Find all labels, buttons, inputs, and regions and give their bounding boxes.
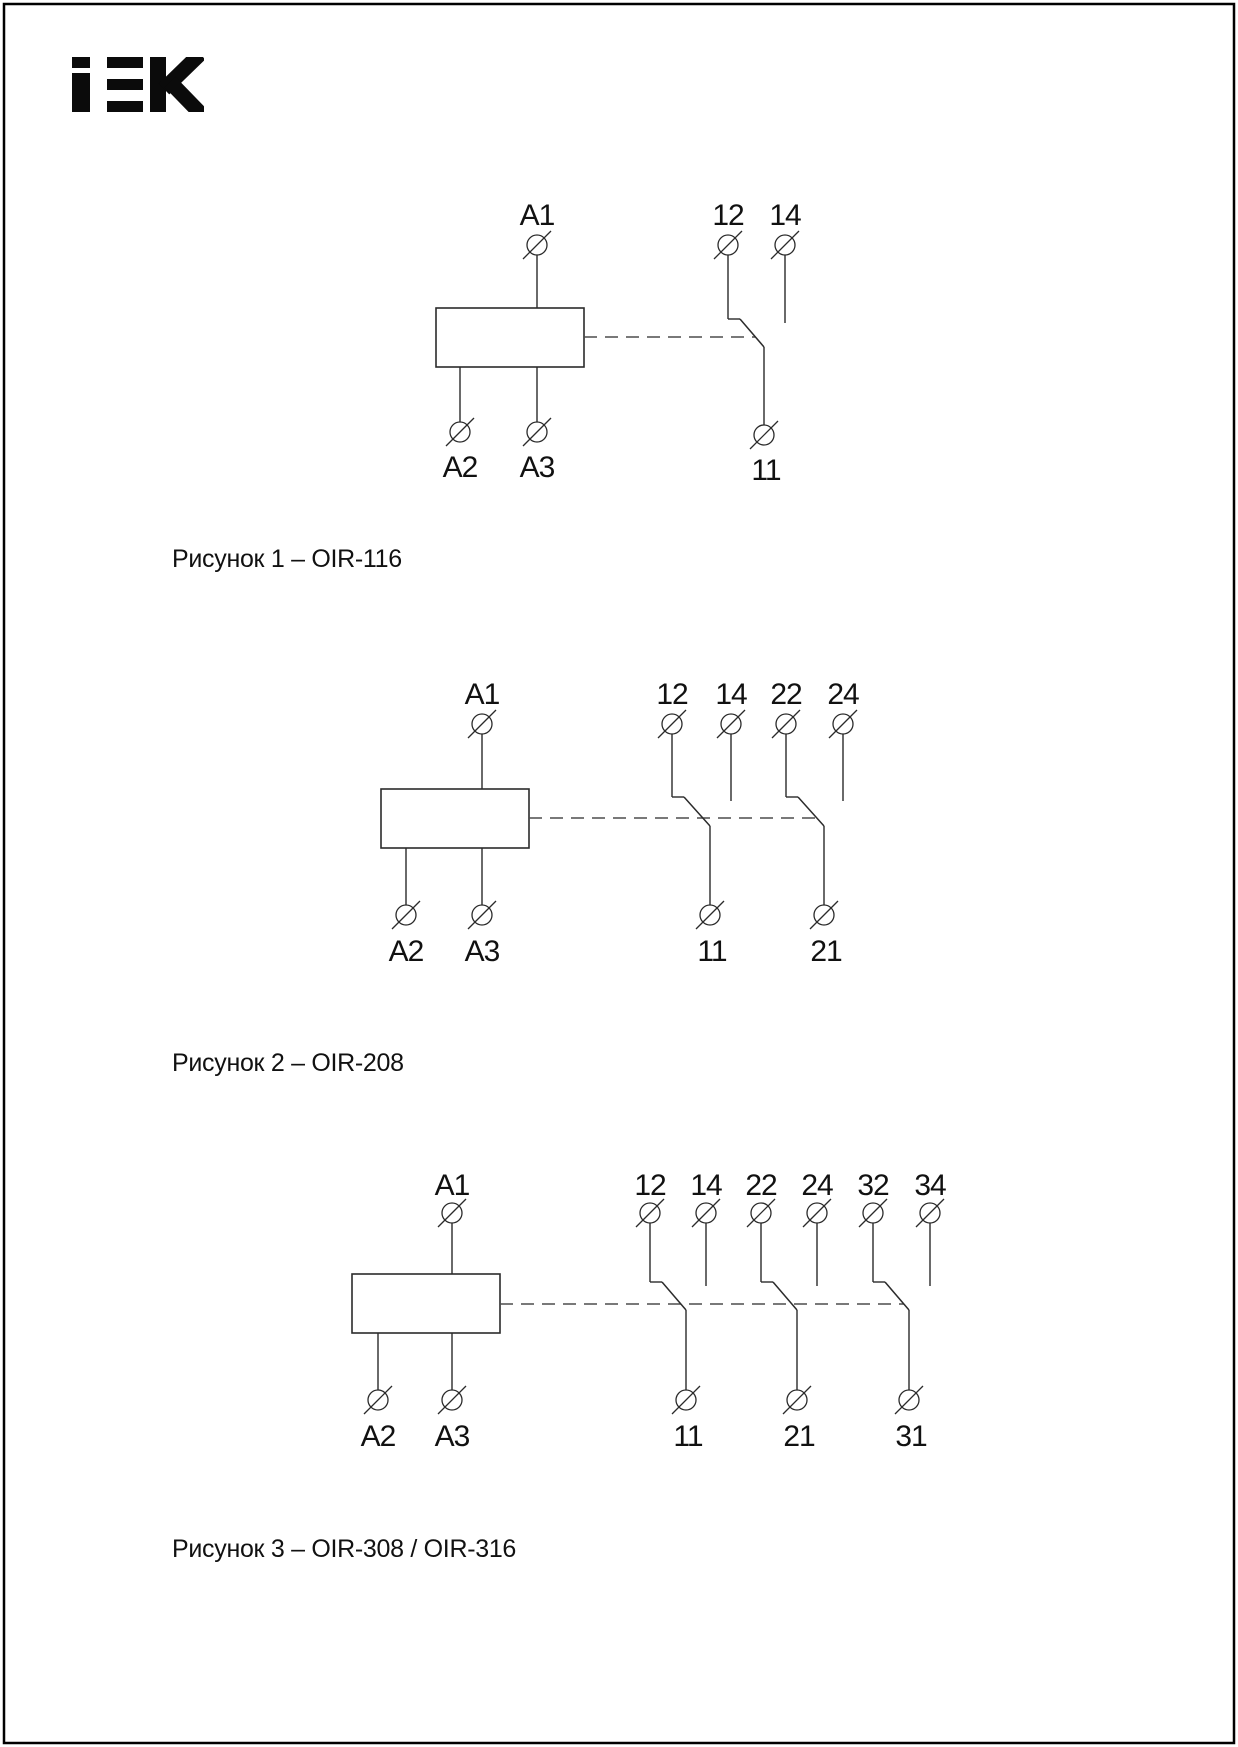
screw-terminal-icon — [523, 231, 551, 259]
terminal-label-nc: 12 — [634, 1169, 666, 1202]
terminal-label-common: 11 — [697, 935, 727, 968]
screw-terminal-icon — [672, 1386, 700, 1414]
terminal-label-no: 24 — [801, 1169, 833, 1202]
terminal-label-a3: A3 — [434, 1420, 470, 1453]
screw-terminal-icon — [916, 1199, 944, 1227]
logo-e-bar-middle — [107, 79, 143, 90]
screw-terminal-icon — [438, 1386, 466, 1414]
diagram-oir-208 — [172, 678, 859, 1077]
screw-terminal-icon — [772, 710, 800, 738]
screw-terminal-icon — [636, 1199, 664, 1227]
screw-terminal-icon — [446, 418, 474, 446]
screw-terminal-icon — [658, 710, 686, 738]
relay-coil-box — [352, 1274, 500, 1333]
changeover-contact-blade — [798, 797, 824, 826]
terminal-label-a2: A2 — [360, 1420, 396, 1453]
logo-k — [150, 54, 202, 115]
terminal-label-a1: A1 — [434, 1169, 470, 1202]
terminal-label-no: 24 — [827, 678, 859, 711]
screw-terminal-icon — [783, 1386, 811, 1414]
changeover-contact-blade — [885, 1282, 909, 1310]
logo-i-stem — [72, 73, 90, 112]
terminal-label-no: 14 — [715, 678, 747, 711]
terminal-label-no: 14 — [769, 199, 801, 232]
diagram-oir-308-316 — [172, 1169, 946, 1563]
terminal-label-a2: A2 — [442, 451, 478, 484]
terminal-label-nc: 22 — [770, 678, 802, 711]
terminal-label-nc: 12 — [656, 678, 688, 711]
screw-terminal-icon — [829, 710, 857, 738]
logo-i-dot — [72, 57, 90, 68]
screw-terminal-icon — [696, 901, 724, 929]
page-border — [4, 4, 1234, 1743]
terminal-label-common: 21 — [810, 935, 842, 968]
terminal-label-a1: A1 — [519, 199, 555, 232]
terminal-label-a3: A3 — [519, 451, 555, 484]
terminal-label-common: 31 — [895, 1420, 927, 1453]
screw-terminal-icon — [392, 901, 420, 929]
figure-caption: Рисунок 1 – OIR-116 — [172, 545, 402, 573]
screw-terminal-icon — [692, 1199, 720, 1227]
changeover-contact-blade — [773, 1282, 797, 1310]
terminal-label-nc: 12 — [712, 199, 744, 232]
logo-e-bar-top — [107, 57, 143, 68]
screw-terminal-icon — [750, 421, 778, 449]
terminal-label-common: 11 — [751, 454, 781, 487]
screw-terminal-icon — [438, 1199, 466, 1227]
relay-coil-box — [436, 308, 584, 367]
terminal-label-common: 11 — [673, 1420, 703, 1453]
screw-terminal-icon — [364, 1386, 392, 1414]
screw-terminal-icon — [810, 901, 838, 929]
screw-terminal-icon — [803, 1199, 831, 1227]
screw-terminal-icon — [714, 231, 742, 259]
logo-e-bar-bottom — [107, 101, 143, 112]
figure-caption: Рисунок 2 – OIR-208 — [172, 1049, 404, 1077]
terminal-label-a2: A2 — [388, 935, 424, 968]
changeover-contact-blade — [662, 1282, 686, 1310]
screw-terminal-icon — [747, 1199, 775, 1227]
screw-terminal-icon — [523, 418, 551, 446]
figure-caption: Рисунок 3 – OIR-308 / OIR-316 — [172, 1535, 517, 1563]
terminal-label-no: 34 — [914, 1169, 946, 1202]
screw-terminal-icon — [859, 1199, 887, 1227]
iek-logo — [72, 54, 202, 115]
screw-terminal-icon — [468, 901, 496, 929]
terminal-label-nc: 22 — [745, 1169, 777, 1202]
changeover-contact-blade — [740, 319, 764, 347]
screw-terminal-icon — [895, 1386, 923, 1414]
screw-terminal-icon — [771, 231, 799, 259]
terminal-label-a3: A3 — [464, 935, 500, 968]
relay-coil-box — [381, 789, 529, 848]
changeover-contact-blade — [684, 797, 710, 826]
screw-terminal-icon — [717, 710, 745, 738]
diagram-oir-116 — [172, 199, 801, 573]
terminal-label-no: 14 — [690, 1169, 722, 1202]
terminal-label-nc: 32 — [857, 1169, 889, 1202]
terminal-label-common: 21 — [783, 1420, 815, 1453]
terminal-label-a1: A1 — [464, 678, 500, 711]
screw-terminal-icon — [468, 710, 496, 738]
